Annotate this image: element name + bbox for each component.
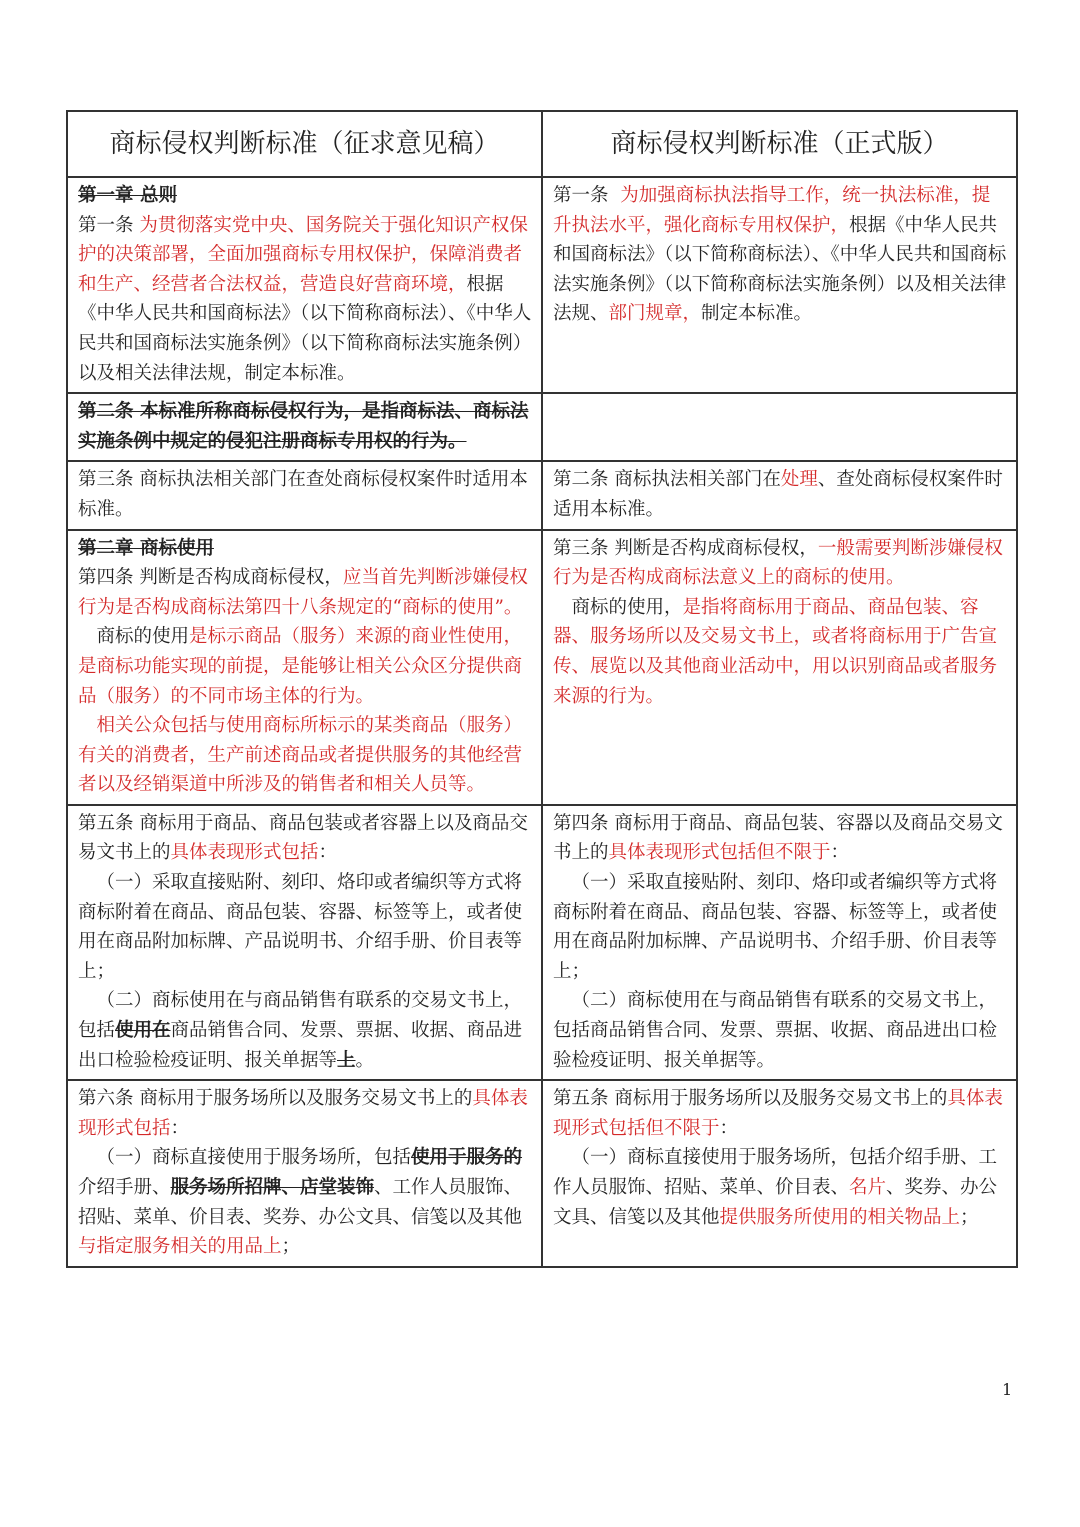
table-row [67,177,1017,393]
cell-right [542,805,1017,1080]
text: 商品销售合同、发票、票据、收据、商品进出口检验检疫证明、报关单据等 [78,1020,523,1071]
text: 介绍手册、 [78,1177,171,1198]
paragraph [553,465,1008,524]
table-row [67,393,1017,461]
paragraph [78,211,533,389]
text: ： [318,842,338,864]
text: 根据《中华人民共和国商标法》（以下简称商标法）、《中华人民共和国商标法实施条例》（以下简称商标法实施条例）以及相关法律法规，制定本标准。 [78,273,532,384]
article-number: 第一条 [78,214,134,236]
text: ： [170,1117,190,1139]
text: 商标的使用 [96,626,190,648]
changed-text: 应当首先判断涉嫌侵权行为是否构成商标法第四十八条规定的“商标的使用”。 [78,567,528,618]
header-right: 商标侵权判断标准（正式版） [542,111,1017,177]
table-row [67,530,1017,805]
paragraph [78,563,533,622]
changed-text: 是指将商标用于商品、商品包装、容器、服务场所以及交易文书上，或者将商标用于广告宣传、展览以及其他商业活动中，用以识别商品或者服务来源的行为。 [553,596,998,707]
cell-left [67,805,542,1080]
cell-right [542,177,1017,393]
page-number: 1 [1002,1380,1013,1399]
article-number: 第一条 [553,185,609,206]
changed-text: 为加强商标执法指导工作，统一执法标准，提升执法水平，强化商标专用权保护， [553,185,991,236]
text: ； [960,1206,979,1228]
cell-left [67,530,542,805]
text: ： [830,842,850,864]
changed-text: 具体表现形式包括但不限于 [608,842,831,864]
table-row [67,461,1017,529]
header-left: 商标侵权判断标准（征求意见稿） [67,111,542,177]
text: 第六条 商标用于服务场所以及服务交易文书上的 [78,1088,473,1110]
text: 第五条 商标用于商品、商品包装或者容器上以及商品交易文书上的 [78,812,528,864]
text: 。 [355,1049,375,1071]
comparison-table [66,110,1018,1268]
cell-right [542,1080,1017,1267]
cell-left [67,177,542,393]
cell-right [542,530,1017,805]
text: 第二条 商标执法相关部门在 [553,469,781,491]
paragraph [553,593,1008,711]
changed-text: 一般需要判断涉嫌侵权行为是否构成商标法意义上的商标的使用。 [553,537,1003,589]
cell-left [67,393,542,461]
paragraph [78,622,533,711]
table-row [67,1080,1017,1267]
paragraph [553,534,1008,593]
deleted-text: 使用在 [115,1020,171,1042]
changed-text: 与指定服务相关的用品上 [78,1236,282,1258]
paragraph [78,1084,533,1143]
deleted-article: 第二条 本标准所称商标侵权行为，是指商标法、商标法实施条例中规定的侵犯注册商标专用权的行为。 [78,401,529,452]
text: ； [281,1236,301,1258]
text: 、工作人员服饰、招贴、菜单、价目表、奖券、办公文具、信笺以及其他 [78,1177,523,1228]
changed-text: 具体表现形式包括 [78,1088,528,1139]
text: 第四条 商标用于商品、商品包装、容器以及商品交易文书上的 [553,812,1003,864]
text: 、奖券、办公文具、信笺以及其他 [553,1177,998,1228]
paragraph: （二）商标使用在与商品销售有联系的交易文书上，包括商品销售合同、发票、票据、收据、商品进出口检验检疫证明、报关单据等。 [553,990,998,1071]
text: 商标的使用， [571,596,683,618]
changed-text: 具体表现形式包括但不限于 [553,1088,1003,1139]
changed-text: 提供服务所使用的相关物品上 [719,1206,961,1228]
paragraph [78,986,533,1075]
text: 、查处商标侵权案件时适用本标准。 [553,469,1003,520]
text: 第五条 商标用于服务场所以及服务交易文书上的 [553,1088,948,1110]
table-row [67,805,1017,1080]
paragraph: （一）采取直接贴附、刻印、烙印或者编织等方式将商标附着在商品、商品包装、容器、标签等上，或者使用在商品附加标牌、产品说明书、介绍手册、价目表等上； [553,872,998,982]
cell-right-empty [542,393,1017,461]
chapter-heading: 第一章 总则 [78,185,177,206]
cell-left [67,461,542,529]
paragraph [78,809,533,868]
paragraph: （一）采取直接贴附、刻印、烙印或者编织等方式将商标附着在商品、商品包装、容器、标签等上，或者使用在商品附加标牌、产品说明书、介绍手册、价目表等上； [78,872,523,982]
changed-text: 具体表现形式包括 [170,842,319,864]
changed-text: 为贯彻落实党中央、国务院关于强化知识产权保护的决策部署，全面加强商标专用权保护，保障消费者和生产、经营者合法权益，营造良好营商环境， [78,214,528,295]
text: 制定本标准。 [701,303,813,325]
chapter-heading: 第二章 商标使用 [78,537,214,559]
text: ： [719,1117,739,1139]
text: 根据《中华人民共和国商标法》（以下简称商标法）、《中华人民共和国商标法实施条例》（以下简称商标法实施条例）以及相关法律法规、 [553,214,1007,325]
cell-right [542,461,1017,529]
text: （二）商标使用在与商品销售有联系的交易文书上，包括 [78,990,523,1042]
paragraph [553,1084,1008,1143]
text: （一）商标直接使用于服务场所，包括介绍手册、工作人员服饰、招贴、菜单、价目表、 [553,1147,998,1198]
changed-text: 名片 [849,1177,887,1198]
text: 第四条 判断是否构成商标侵权， [78,567,343,589]
paragraph [553,809,1008,868]
deleted-text: 上 [337,1049,356,1071]
paragraph [553,1143,1008,1232]
paragraph [553,181,1008,329]
text: （一）商标直接使用于服务场所，包括 [96,1147,412,1169]
cell-left [67,1080,542,1267]
changed-text: 是标示商品（服务）来源的商业性使用，是商标功能实现的前提，是能够让相关公众区分提供商品（服务）的不同市场主体的行为。 [78,626,523,707]
changed-text: 部门规章， [608,303,702,325]
text: 第三条 判断是否构成商标侵权， [553,537,818,559]
deleted-text: 使用于服务的 [411,1147,523,1169]
paragraph [78,1143,533,1261]
changed-text: 处理 [780,469,818,491]
paragraph: 第三条 商标执法相关部门在查处商标侵权案件时适用本标准。 [78,469,528,520]
deleted-text: 服务场所招牌、店堂装饰 [170,1177,375,1198]
paragraph: 相关公众包括与使用商标所标示的某类商品（服务）有关的消费者，生产前述商品或者提供服务的其他经营者以及经销渠道中所涉及的销售者和相关人员等。 [78,715,523,796]
header-row [67,111,1017,177]
